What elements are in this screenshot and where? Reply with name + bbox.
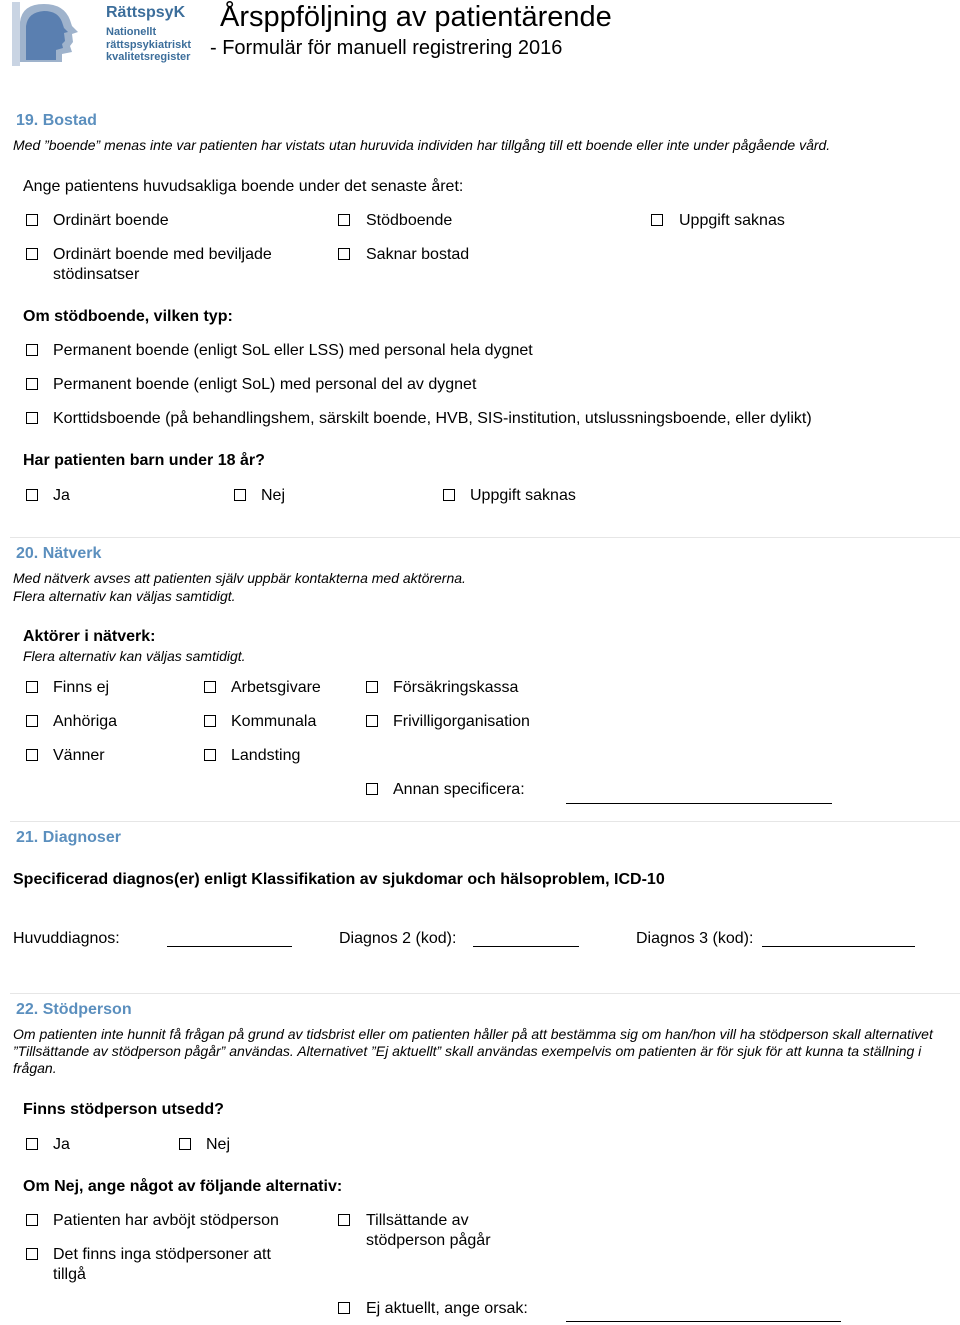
logo-text: Nationellt rättspsykiatriskt kvalitetsregister — [106, 26, 191, 63]
option-label: Tillsättande av stödperson pågår — [366, 1212, 491, 1249]
option-label: Arbetsgivare — [231, 679, 321, 696]
checkbox-permanent-del-av-dygnet[interactable] — [26, 378, 38, 390]
logo — [12, 2, 192, 66]
checkbox-anhoriga[interactable] — [26, 715, 38, 727]
option-label: Ja — [53, 1136, 70, 1153]
divider — [10, 821, 960, 822]
page-subtitle: - Formulär för manuell registrering 2016 — [210, 37, 563, 59]
section-19-note: Med ”boende” menas inte var patienten har vistats utan huruvida individen har tillgång till ett boende eller inte under pågående vård. — [13, 137, 831, 153]
option-label: Stödboende — [366, 212, 453, 229]
checkbox-saknar-bostad[interactable] — [338, 248, 350, 260]
diagnos-3-label: Diagnos 3 (kod): — [636, 930, 754, 947]
section-20-note-2: Flera alternativ kan väljas samtidigt. — [13, 588, 236, 604]
checkbox-frivilligorganisation[interactable] — [366, 715, 378, 727]
option-label: Landsting — [231, 747, 301, 764]
checkbox-korttidsboende[interactable] — [26, 412, 38, 424]
section-22-title: 22. Stödperson — [16, 1001, 132, 1018]
head-profile-icon — [12, 2, 92, 66]
question-stodboende-typ: Om stödboende, vilken typ: — [23, 308, 233, 325]
option-label: Annan specificera: — [393, 781, 525, 798]
question-aktorer: Aktörer i nätverk: — [23, 628, 156, 645]
checkbox-inga-stodpersoner[interactable] — [26, 1248, 38, 1260]
checkbox-ordinart-boende[interactable] — [26, 214, 38, 226]
huvuddiagnos-input-line[interactable] — [167, 946, 292, 947]
checkbox-vanner[interactable] — [26, 749, 38, 761]
option-label: Patienten har avböjt stödperson — [53, 1212, 279, 1229]
option-label: Permanent boende (enligt SoL eller LSS) med personal hela dygnet — [53, 342, 533, 359]
option-label: Nej — [261, 487, 286, 504]
divider — [10, 993, 960, 994]
checkbox-stodperson-ja[interactable] — [26, 1138, 38, 1150]
checkbox-kommunala[interactable] — [204, 715, 216, 727]
divider — [10, 537, 960, 538]
checkbox-avbojt-stodperson[interactable] — [26, 1214, 38, 1226]
option-label: Kommunala — [231, 713, 317, 730]
section-20-title: 20. Nätverk — [16, 545, 102, 562]
option-label: Ja — [53, 487, 70, 504]
option-label: Nej — [206, 1136, 231, 1153]
diagnos-heading: Specificerad diagnos(er) enligt Klassifikation av sjukdomar och hälsoproblem, ICD-10 — [13, 871, 665, 888]
ej-aktuellt-input-line[interactable] — [566, 1321, 841, 1322]
option-label: Ej aktuellt, ange orsak: — [366, 1300, 528, 1317]
option-label: Uppgift saknas — [679, 212, 785, 229]
diagnos-3-input-line[interactable] — [762, 946, 915, 947]
section-21-title: 21. Diagnoser — [16, 829, 121, 846]
option-label: Uppgift saknas — [470, 487, 576, 504]
checkbox-arbetsgivare[interactable] — [204, 681, 216, 693]
option-label: Vänner — [53, 747, 105, 764]
huvuddiagnos-label: Huvuddiagnos: — [13, 930, 120, 947]
option-label: Finns ej — [53, 679, 110, 696]
checkbox-forsakringskassa[interactable] — [366, 681, 378, 693]
section-22-note: Om patienten inte hunnit få frågan på grund av tidsbrist eller om patienten håller på att bestämma sig om han/hon vill ha stödperson skall alternativet ”Tillsättande av stödperson pågår” användas. Alternativet ”Ej aktuellt” skall användas exempelvis om patienten är för sjuk för att kunna ta ställning i frågan. — [13, 1026, 933, 1076]
page-title: Årsppföljning av patientärende — [220, 1, 612, 33]
checkbox-barn-uppgift-saknas[interactable] — [443, 489, 455, 501]
question-barn-under-18: Har patienten barn under 18 år? — [23, 452, 265, 469]
checkbox-ej-aktuellt[interactable] — [338, 1302, 350, 1314]
question-om-nej: Om Nej, ange något av följande alternativ: — [23, 1178, 343, 1195]
question-finns-stodperson: Finns stödperson utsedd? — [23, 1101, 224, 1118]
option-label: Korttidsboende (på behandlingshem, särskilt boende, HVB, SIS-institution, utslussningsboende, eller dylikt) — [53, 410, 812, 427]
option-label: Anhöriga — [53, 713, 118, 730]
checkbox-annan[interactable] — [366, 783, 378, 795]
logo-name: RättspsyK — [106, 4, 186, 21]
checkbox-finns-ej[interactable] — [26, 681, 38, 693]
section-20-note: Med nätverk avses att patienten själv uppbär kontakterna med aktörerna. — [13, 570, 466, 586]
annan-input-line[interactable] — [566, 803, 832, 804]
option-label: Saknar bostad — [366, 246, 470, 263]
question-huvudsakligt-boende: Ange patientens huvudsakliga boende under det senaste året: — [23, 178, 464, 195]
section-19-title: 19. Bostad — [16, 112, 97, 129]
checkbox-landsting[interactable] — [204, 749, 216, 761]
option-label: Försäkringskassa — [393, 679, 519, 696]
checkbox-tillsattande-pagar[interactable] — [338, 1214, 350, 1226]
question-aktorer-note: Flera alternativ kan väljas samtidigt. — [23, 648, 246, 664]
checkbox-stodperson-nej[interactable] — [179, 1138, 191, 1150]
checkbox-barn-ja[interactable] — [26, 489, 38, 501]
diagnos-2-input-line[interactable] — [473, 946, 579, 947]
option-label: Det finns inga stödpersoner att tillgå — [53, 1246, 271, 1283]
option-label: Frivilligorganisation — [393, 713, 530, 730]
checkbox-stodboende[interactable] — [338, 214, 350, 226]
checkbox-barn-nej[interactable] — [234, 489, 246, 501]
checkbox-ordinart-boende-stodinsatser[interactable] — [26, 248, 38, 260]
checkbox-permanent-hela-dygnet[interactable] — [26, 344, 38, 356]
option-label: Ordinärt boende — [53, 212, 169, 229]
checkbox-uppgift-saknas[interactable] — [651, 214, 663, 226]
diagnos-2-label: Diagnos 2 (kod): — [339, 930, 457, 947]
option-label: Ordinärt boende med beviljade stödinsatser — [53, 246, 272, 283]
option-label: Permanent boende (enligt SoL) med personal del av dygnet — [53, 376, 477, 393]
